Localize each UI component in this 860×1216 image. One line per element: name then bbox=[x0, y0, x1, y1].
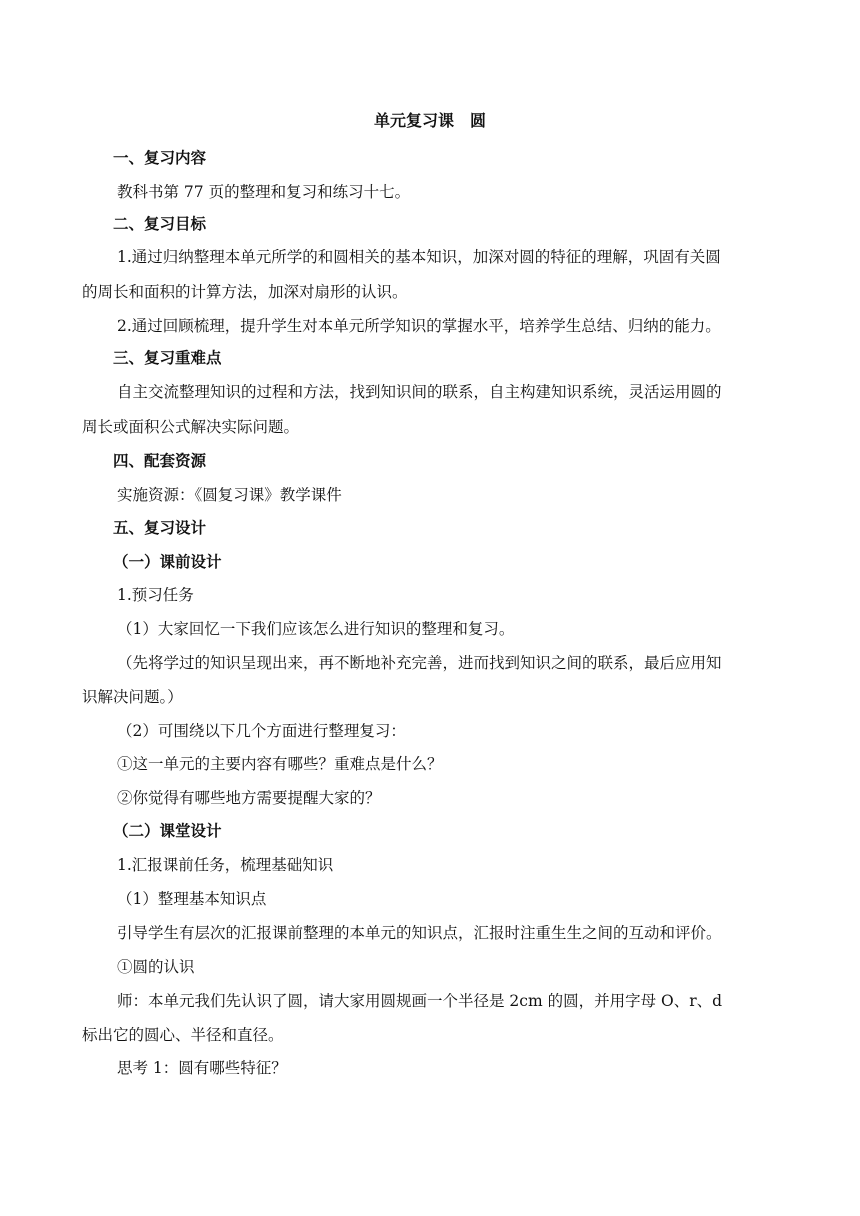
paragraph-teacher-line-2: 标出它的圆心、半径和直径。 bbox=[82, 1026, 284, 1044]
paragraph-key-points-line-2: 周长或面积公式解决实际问题。 bbox=[82, 418, 300, 436]
paragraph-key-points-line-1: 自主交流整理知识的过程和方法，找到知识间的联系，自主构建知识系统，灵活运用圆的 bbox=[117, 383, 722, 401]
paragraph-note-line-1: （先将学过的知识呈现出来，再不断地补充完善，进而找到知识之间的联系，最后应用知 bbox=[117, 654, 722, 672]
paragraph-review-content: 教科书第 77 页的整理和复习和练习十七。 bbox=[117, 183, 411, 201]
paragraph-question-2: ②你觉得有哪些地方需要提醒大家的？ bbox=[117, 789, 381, 807]
subsection-heading-pre-class: （一）课前设计 bbox=[113, 553, 222, 571]
section-heading-resources: 四、配套资源 bbox=[113, 452, 207, 470]
paragraph-teacher-line-1: 师：本单元我们先认识了圆，请大家用圆规画一个半径是 2cm 的圆，并用字母 O、r、d bbox=[117, 992, 723, 1010]
paragraph-think-1: 思考 1：圆有哪些特征？ bbox=[117, 1059, 287, 1077]
section-heading-review-design: 五、复习设计 bbox=[113, 519, 207, 537]
paragraph-item-1: （1）大家回忆一下我们应该怎么进行知识的整理和复习。 bbox=[117, 620, 515, 638]
document-title: 单元复习课 圆 bbox=[373, 111, 486, 130]
section-heading-key-points: 三、复习重难点 bbox=[113, 349, 222, 367]
section-heading-review-goals: 二、复习目标 bbox=[113, 215, 207, 233]
paragraph-note-line-2: 识解决问题。） bbox=[82, 688, 183, 706]
subsection-heading-in-class: （二）课堂设计 bbox=[113, 822, 222, 840]
paragraph-question-1: ①这一单元的主要内容有哪些？重难点是什么？ bbox=[117, 755, 443, 773]
paragraph-organize-knowledge: （1）整理基本知识点 bbox=[117, 890, 267, 908]
section-heading-review-content: 一、复习内容 bbox=[113, 149, 207, 167]
paragraph-guide-students: 引导学生有层次的汇报课前整理的本单元的知识点，汇报时注重生生之间的互动和评价。 bbox=[117, 924, 722, 942]
paragraph-goal-2: 2.通过回顾梳理，提升学生对本单元所学知识的掌握水平，培养学生总结、归纳的能力。 bbox=[117, 317, 721, 335]
paragraph-report-task: 1.汇报课前任务，梳理基础知识 bbox=[117, 856, 334, 874]
paragraph-resources: 实施资源：《圆复习课》教学课件 bbox=[117, 486, 342, 504]
paragraph-goal-1-line-1: 1.通过归纳整理本单元所学的和圆相关的基本知识，加深对圆的特征的理解，巩固有关圆 bbox=[117, 248, 721, 266]
paragraph-item-2: （2）可围绕以下几个方面进行整理复习： bbox=[117, 722, 406, 740]
paragraph-circle-recognition: ①圆的认识 bbox=[117, 958, 195, 976]
paragraph-goal-1-line-2: 的周长和面积的计算方法，加深对扇形的认识。 bbox=[82, 283, 408, 301]
paragraph-preview-task: 1.预习任务 bbox=[117, 586, 194, 604]
